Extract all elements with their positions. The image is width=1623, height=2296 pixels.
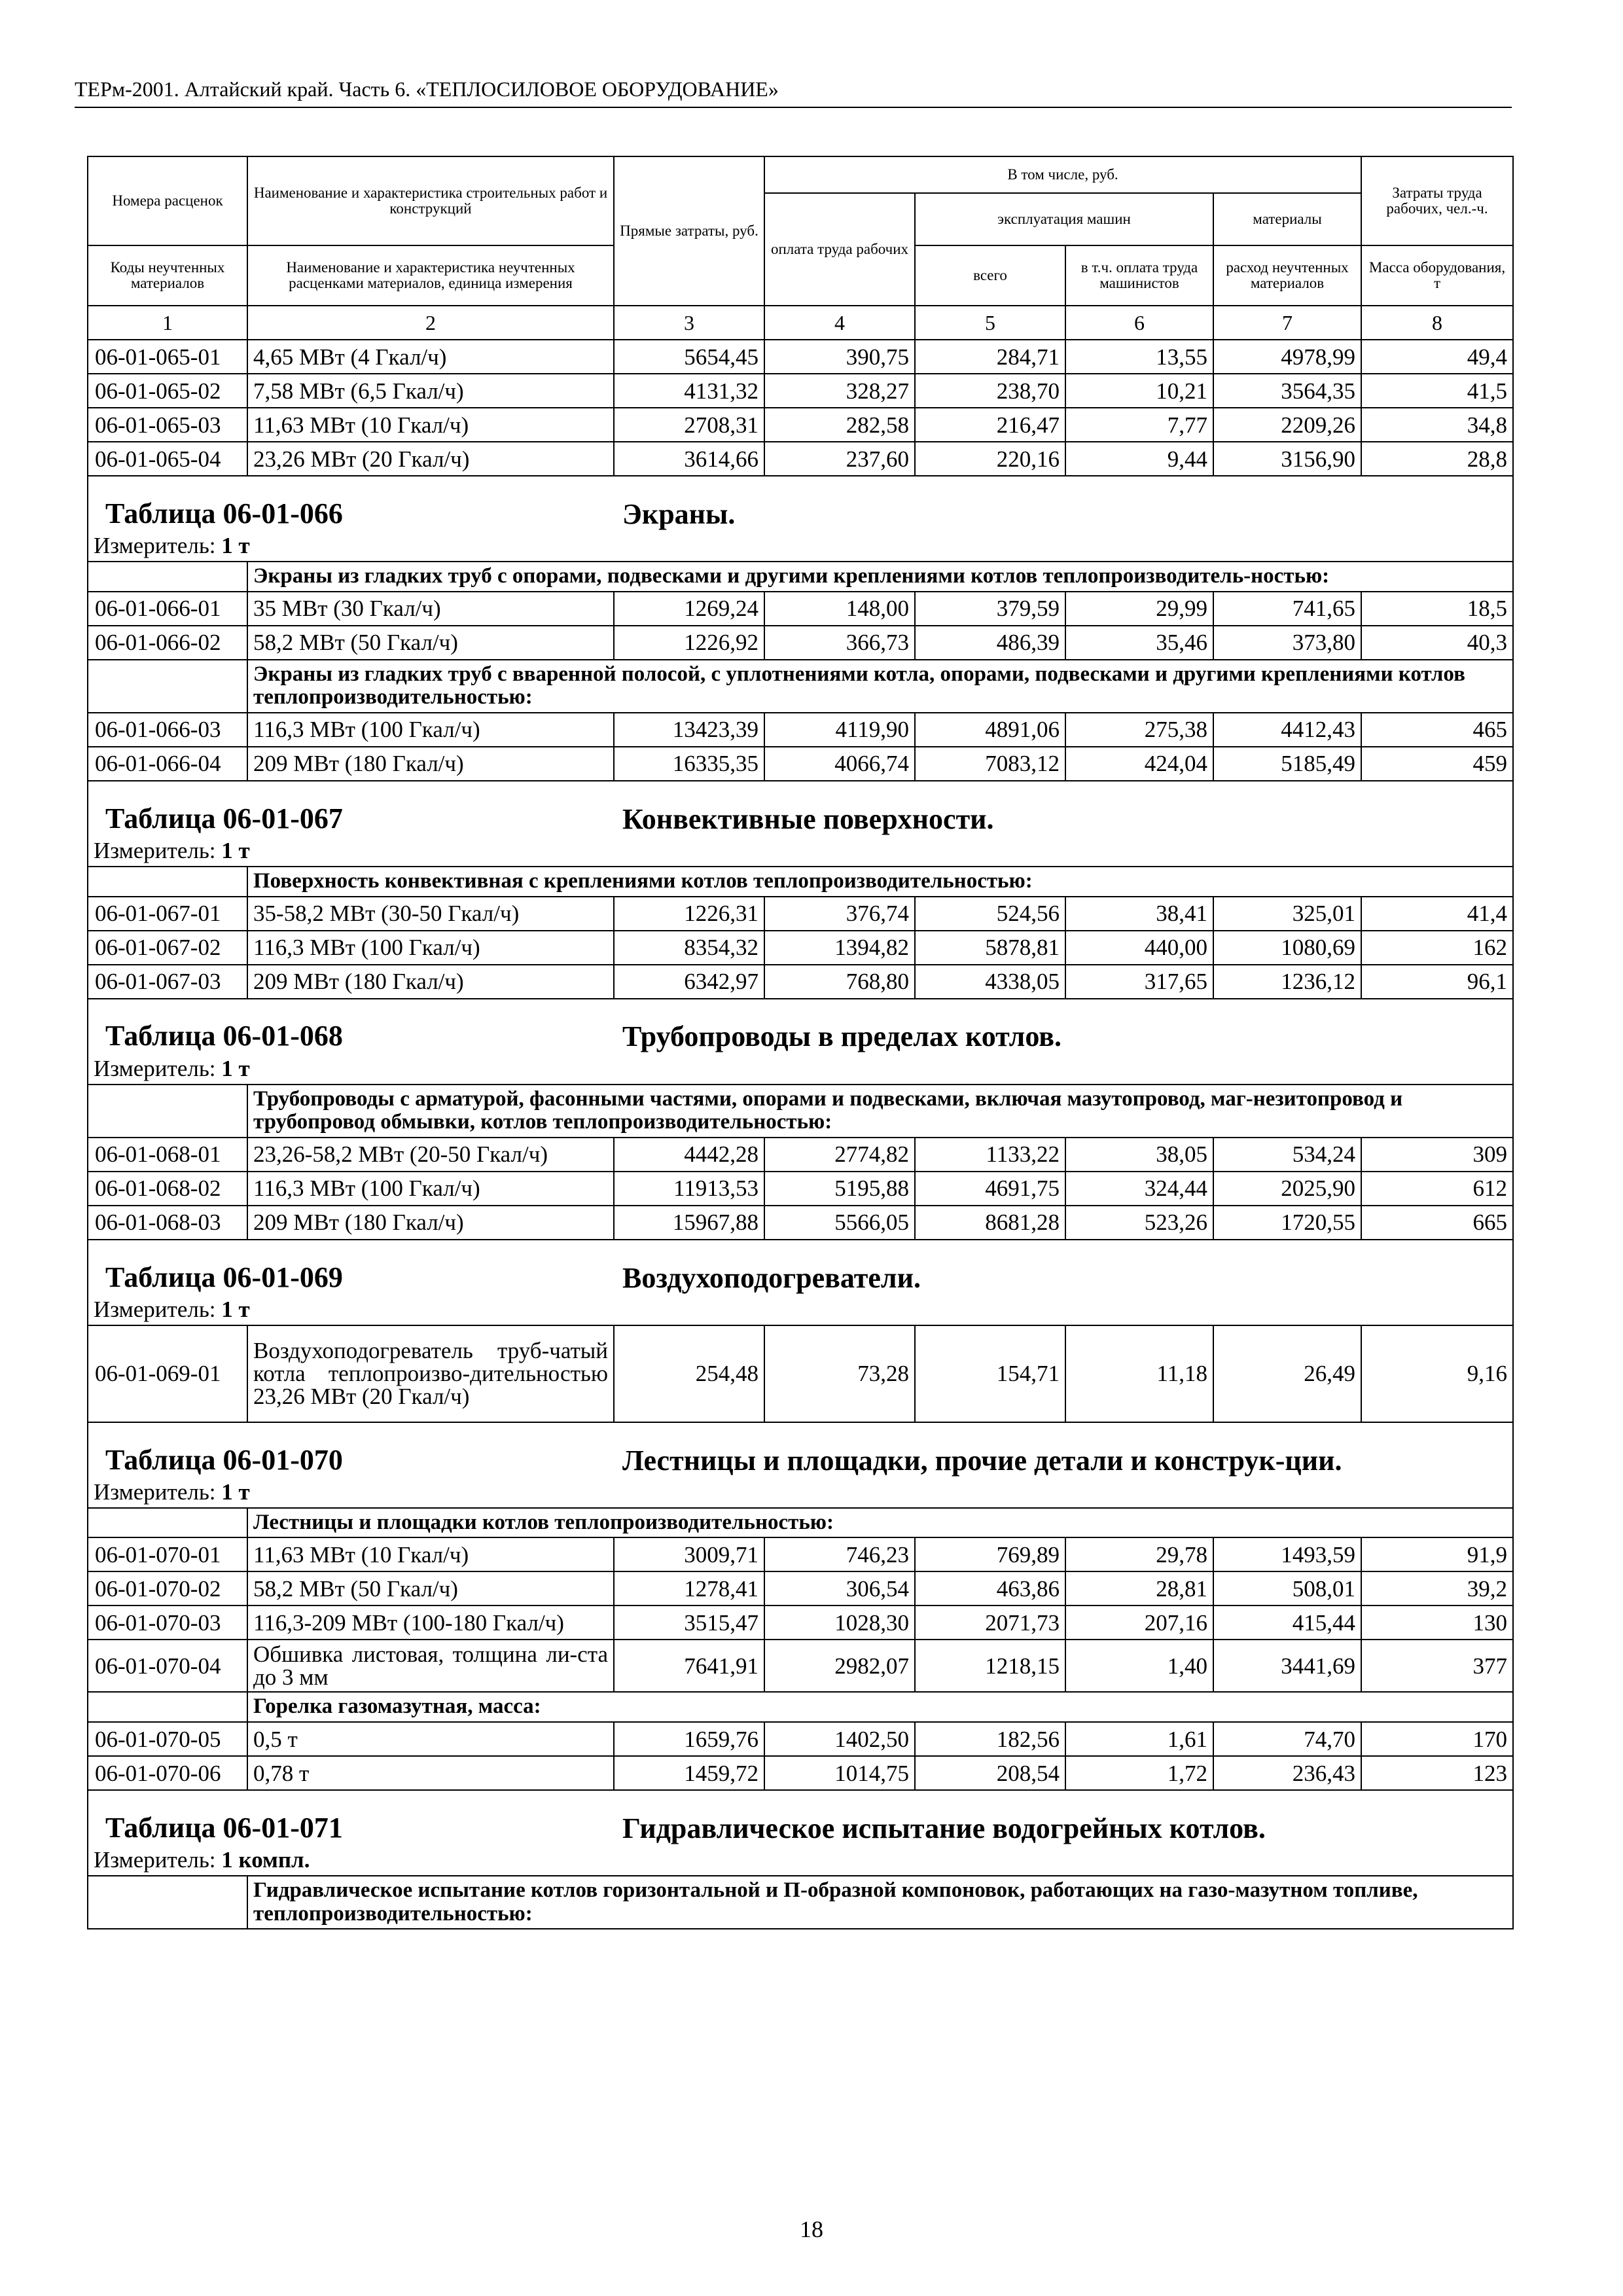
group-heading: Гидравлическое испытание котлов горизонтальной и П-образной компоновок, работающих на газо-мазутном топливе, теплопроизводительностью: (247, 1876, 1513, 1929)
cost-value: 325,01 (1213, 897, 1361, 931)
cost-value: 486,39 (915, 626, 1065, 660)
cost-value: 29,99 (1065, 592, 1213, 626)
header-materials-unaccounted: расход неучтенных материалов (1213, 245, 1361, 306)
table-row (88, 626, 1513, 660)
rate-description: 23,26-58,2 МВт (20-50 Гкал/ч) (247, 1138, 614, 1172)
rate-description: 116,3 МВт (100 Гкал/ч) (247, 931, 614, 965)
cost-value: 8681,28 (915, 1206, 1065, 1240)
cost-value: 28,8 (1361, 442, 1513, 476)
group-heading-row (88, 1508, 1513, 1538)
table-heading-row (88, 781, 1513, 839)
rate-description: Воздухоподогреватель труб-чатый котла теплопроизво-дительностью 23,26 МВт (20 Гкал/ч) (247, 1325, 614, 1422)
cost-value: 2209,26 (1213, 408, 1361, 442)
rate-code: 06-01-070-05 (88, 1722, 247, 1756)
rate-code: 06-01-068-01 (88, 1138, 247, 1172)
cost-value: 1236,12 (1213, 965, 1361, 999)
rate-code: 06-01-067-01 (88, 897, 247, 931)
rate-description: 11,63 МВт (10 Гкал/ч) (247, 1537, 614, 1571)
table-row (88, 592, 1513, 626)
cost-value: 282,58 (764, 408, 915, 442)
rate-description: 209 МВт (180 Гкал/ч) (247, 747, 614, 781)
cost-value: 1278,41 (614, 1571, 764, 1605)
cost-value: 373,80 (1213, 626, 1361, 660)
cost-value: 4891,06 (915, 713, 1065, 747)
cost-value: 1080,69 (1213, 931, 1361, 965)
group-heading: Трубопроводы с арматурой, фасонными частями, опорами и подвесками, включая мазутопровод, маг-незитопровод и трубопровод обмывки, котлов теплопроизводительностью: (247, 1085, 1513, 1138)
table-row (88, 1138, 1513, 1172)
group-heading-row (88, 660, 1513, 713)
rate-code: 06-01-065-01 (88, 340, 247, 374)
group-heading-row (88, 1085, 1513, 1138)
table-title: Гидравлическое испытание водогрейных котлов. (622, 1812, 1266, 1844)
table-number: Таблица 06-01-071 (105, 1811, 343, 1844)
cost-value: 7083,12 (915, 747, 1065, 781)
column-number: 3 (614, 306, 764, 340)
header-name: Наименование и характеристика строительных работ и конструкций (247, 156, 614, 245)
cost-value: 26,49 (1213, 1325, 1361, 1422)
measure-label: Измеритель: (94, 1848, 216, 1873)
column-number: 2 (247, 306, 614, 340)
table-row (88, 747, 1513, 781)
cost-value: 3156,90 (1213, 442, 1361, 476)
rate-description: 35-58,2 МВт (30-50 Гкал/ч) (247, 897, 614, 931)
page-header: ТЕРм-2001. Алтайский край. Часть 6. «ТЕПЛОСИЛОВОЕ ОБОРУДОВАНИЕ» (75, 77, 1512, 108)
cost-value: 2774,82 (764, 1138, 915, 1172)
table-title: Экраны. (622, 497, 736, 530)
cost-value: 508,01 (1213, 1571, 1361, 1605)
cost-value: 306,54 (764, 1571, 915, 1605)
cost-value: 8354,32 (614, 931, 764, 965)
cost-value: 4066,74 (764, 747, 915, 781)
cost-value: 91,9 (1361, 1537, 1513, 1571)
cost-value: 1,61 (1065, 1722, 1213, 1756)
cost-value: 7,77 (1065, 408, 1213, 442)
header-labor-pay: оплата труда рабочих (764, 193, 915, 306)
cost-value: 38,05 (1065, 1138, 1213, 1172)
table-row (88, 897, 1513, 931)
table-row (88, 713, 1513, 747)
rate-description: 58,2 МВт (50 Гкал/ч) (247, 1571, 614, 1605)
cost-value: 34,8 (1361, 408, 1513, 442)
table-row (88, 1537, 1513, 1571)
header-including: В том числе, руб. (764, 156, 1361, 193)
cost-value: 3564,35 (1213, 374, 1361, 408)
group-heading-row (88, 867, 1513, 897)
cost-value: 11913,53 (614, 1172, 764, 1206)
cost-value: 5195,88 (764, 1172, 915, 1206)
rate-code: 06-01-066-01 (88, 592, 247, 626)
cost-value: 465 (1361, 713, 1513, 747)
cost-value: 220,16 (915, 442, 1065, 476)
measure-row (88, 1848, 1513, 1876)
rate-description: 4,65 МВт (4 Гкал/ч) (247, 340, 614, 374)
cost-value: 769,89 (915, 1537, 1065, 1571)
table-title: Лестницы и площадки, прочие детали и конструк-ции. (622, 1444, 1342, 1477)
cost-value: 2071,73 (915, 1605, 1065, 1640)
cost-value: 130 (1361, 1605, 1513, 1640)
rate-description: 11,63 МВт (10 Гкал/ч) (247, 408, 614, 442)
cost-value: 390,75 (764, 340, 915, 374)
header-materials: материалы (1213, 193, 1361, 245)
cost-value: 35,46 (1065, 626, 1213, 660)
cost-value: 1493,59 (1213, 1537, 1361, 1571)
header-direct: Прямые затраты, руб. (614, 156, 764, 306)
rate-description: 35 МВт (30 Гкал/ч) (247, 592, 614, 626)
rate-code: 06-01-066-03 (88, 713, 247, 747)
rate-code: 06-01-065-03 (88, 408, 247, 442)
cost-value: 1133,22 (915, 1138, 1065, 1172)
rate-description: 23,26 МВт (20 Гкал/ч) (247, 442, 614, 476)
cost-value: 376,74 (764, 897, 915, 931)
cost-value: 1659,76 (614, 1722, 764, 1756)
table-row (88, 340, 1513, 374)
table-row (88, 1640, 1513, 1692)
cost-value: 612 (1361, 1172, 1513, 1206)
cost-value: 41,4 (1361, 897, 1513, 931)
cost-value: 424,04 (1065, 747, 1213, 781)
cost-value: 4131,32 (614, 374, 764, 408)
cost-value: 1014,75 (764, 1756, 915, 1790)
cost-value: 309 (1361, 1138, 1513, 1172)
cost-value: 768,80 (764, 965, 915, 999)
cost-value: 182,56 (915, 1722, 1065, 1756)
cost-value: 4412,43 (1213, 713, 1361, 747)
table-heading-row (88, 1240, 1513, 1298)
rate-code: 06-01-066-02 (88, 626, 247, 660)
cost-value: 746,23 (764, 1537, 915, 1571)
table-number: Таблица 06-01-067 (105, 802, 343, 834)
rate-code: 06-01-070-06 (88, 1756, 247, 1790)
rate-code: 06-01-065-04 (88, 442, 247, 476)
measure-label: Измеритель: (94, 534, 216, 558)
group-heading: Экраны из гладких труб с опорами, подвесками и другими креплениями котлов теплопроизводитель-ностью: (247, 562, 1513, 592)
cost-value: 6342,97 (614, 965, 764, 999)
cost-value: 3441,69 (1213, 1640, 1361, 1692)
cost-value: 38,41 (1065, 897, 1213, 931)
measure-row (88, 534, 1513, 562)
column-number: 8 (1361, 306, 1513, 340)
table-row (88, 1172, 1513, 1206)
rate-code: 06-01-065-02 (88, 374, 247, 408)
cost-value: 1269,24 (614, 592, 764, 626)
cost-value: 1028,30 (764, 1605, 915, 1640)
measure-label: Измеритель: (94, 1056, 216, 1081)
cost-value: 11,18 (1065, 1325, 1213, 1422)
cost-value: 284,71 (915, 340, 1065, 374)
rate-code: 06-01-068-02 (88, 1172, 247, 1206)
cost-value: 1218,15 (915, 1640, 1065, 1692)
rate-code: 06-01-066-04 (88, 747, 247, 781)
cost-value: 324,44 (1065, 1172, 1213, 1206)
cost-value: 162 (1361, 931, 1513, 965)
measure-row (88, 1298, 1513, 1325)
cost-value: 665 (1361, 1206, 1513, 1240)
cost-value: 1,40 (1065, 1640, 1213, 1692)
rate-description: 116,3 МВт (100 Гкал/ч) (247, 1172, 614, 1206)
measure-unit: 1 т (221, 838, 250, 863)
column-number: 4 (764, 306, 915, 340)
cost-value: 4119,90 (764, 713, 915, 747)
cost-value: 5185,49 (1213, 747, 1361, 781)
cost-value: 2025,90 (1213, 1172, 1361, 1206)
header-machines: эксплуатация машин (915, 193, 1213, 245)
rate-description: 209 МВт (180 Гкал/ч) (247, 965, 614, 999)
cost-value: 3009,71 (614, 1537, 764, 1571)
cost-value: 9,16 (1361, 1325, 1513, 1422)
rate-description: 0,5 т (247, 1722, 614, 1756)
cost-value: 317,65 (1065, 965, 1213, 999)
cost-value: 15967,88 (614, 1206, 764, 1240)
cost-value: 4978,99 (1213, 340, 1361, 374)
rate-description: 58,2 МВт (50 Гкал/ч) (247, 626, 614, 660)
cost-value: 238,70 (915, 374, 1065, 408)
table-row (88, 965, 1513, 999)
cost-value: 1394,82 (764, 931, 915, 965)
cost-value: 459 (1361, 747, 1513, 781)
measure-unit: 1 компл. (221, 1848, 310, 1873)
group-heading: Горелка газомазутная, масса: (247, 1692, 1513, 1722)
table-number: Таблица 06-01-066 (105, 497, 343, 529)
cost-value: 41,5 (1361, 374, 1513, 408)
table-row (88, 1756, 1513, 1790)
cost-value: 366,73 (764, 626, 915, 660)
cost-value: 1,72 (1065, 1756, 1213, 1790)
cost-value: 4691,75 (915, 1172, 1065, 1206)
table-row (88, 1722, 1513, 1756)
group-heading: Экраны из гладких труб с вваренной полосой, с уплотнениями котла, опорами, подвесками и другими креплениями котлов теплопроизводительностью: (247, 660, 1513, 713)
cost-value: 13,55 (1065, 340, 1213, 374)
cost-value: 254,48 (614, 1325, 764, 1422)
cost-value: 39,2 (1361, 1571, 1513, 1605)
table-row (88, 931, 1513, 965)
cost-value: 415,44 (1213, 1605, 1361, 1640)
measure-label: Измеритель: (94, 838, 216, 863)
rate-description: 116,3 МВт (100 Гкал/ч) (247, 713, 614, 747)
table-heading-row (88, 999, 1513, 1057)
cost-value: 5654,45 (614, 340, 764, 374)
cost-value: 4442,28 (614, 1138, 764, 1172)
cost-value: 2982,07 (764, 1640, 915, 1692)
cost-value: 1720,55 (1213, 1206, 1361, 1240)
table-heading-row (88, 1422, 1513, 1480)
rate-description: 116,3-209 МВт (100-180 Гкал/ч) (247, 1605, 614, 1640)
table-title: Воздухоподогреватели. (622, 1261, 921, 1294)
table-number: Таблица 06-01-068 (105, 1020, 343, 1052)
cost-value: 7641,91 (614, 1640, 764, 1692)
cost-value: 96,1 (1361, 965, 1513, 999)
cost-value: 49,4 (1361, 340, 1513, 374)
rate-description: 209 МВт (180 Гкал/ч) (247, 1206, 614, 1240)
rate-description: 7,58 МВт (6,5 Гкал/ч) (247, 374, 614, 408)
table-row (88, 1206, 1513, 1240)
cost-value: 4338,05 (915, 965, 1065, 999)
header-mat-name: Наименование и характеристика неучтенных расценками материалов, единица измерения (247, 245, 614, 306)
cost-value: 5878,81 (915, 931, 1065, 965)
cost-value: 440,00 (1065, 931, 1213, 965)
cost-value: 29,78 (1065, 1537, 1213, 1571)
header-mat-codes: Коды неучтенных материалов (88, 245, 247, 306)
rate-code: 06-01-067-03 (88, 965, 247, 999)
cost-value: 10,21 (1065, 374, 1213, 408)
cost-value: 28,81 (1065, 1571, 1213, 1605)
measure-row (88, 839, 1513, 867)
cost-value: 523,26 (1065, 1206, 1213, 1240)
group-heading-row (88, 1692, 1513, 1722)
table-heading-row (88, 1790, 1513, 1848)
cost-value: 170 (1361, 1722, 1513, 1756)
header-machines-total: всего (915, 245, 1065, 306)
header-codes: Номера расценок (88, 156, 247, 245)
cost-value: 5566,05 (764, 1206, 915, 1240)
cost-value: 328,27 (764, 374, 915, 408)
measure-unit: 1 т (221, 534, 250, 558)
cost-value: 237,60 (764, 442, 915, 476)
column-number: 6 (1065, 306, 1213, 340)
measure-label: Измеритель: (94, 1297, 216, 1322)
table-row (88, 408, 1513, 442)
cost-value: 74,70 (1213, 1722, 1361, 1756)
table-number: Таблица 06-01-069 (105, 1261, 343, 1293)
table-row (88, 374, 1513, 408)
cost-value: 216,47 (915, 408, 1065, 442)
table-heading-row (88, 476, 1513, 534)
rate-code: 06-01-068-03 (88, 1206, 247, 1240)
measure-unit: 1 т (221, 1480, 250, 1505)
table-row (88, 1605, 1513, 1640)
group-heading: Лестницы и площадки котлов теплопроизводительностью: (247, 1508, 1513, 1538)
cost-value: 379,59 (915, 592, 1065, 626)
cost-value: 741,65 (1213, 592, 1361, 626)
cost-value: 40,3 (1361, 626, 1513, 660)
rate-description: 0,78 т (247, 1756, 614, 1790)
cost-value: 2708,31 (614, 408, 764, 442)
table-row (88, 442, 1513, 476)
cost-value: 377 (1361, 1640, 1513, 1692)
header-labor-cost: Затраты труда рабочих, чел.-ч. (1361, 156, 1513, 245)
cost-value: 9,44 (1065, 442, 1213, 476)
rate-code: 06-01-070-02 (88, 1571, 247, 1605)
rate-code: 06-01-067-02 (88, 931, 247, 965)
cost-value: 3515,47 (614, 1605, 764, 1640)
header-machines-labor: в т.ч. оплата труда машинистов (1065, 245, 1213, 306)
cost-value: 13423,39 (614, 713, 764, 747)
price-table (87, 156, 1514, 1929)
rate-code: 06-01-070-03 (88, 1605, 247, 1640)
cost-value: 207,16 (1065, 1605, 1213, 1640)
cost-value: 1226,92 (614, 626, 764, 660)
cost-value: 3614,66 (614, 442, 764, 476)
measure-unit: 1 т (221, 1297, 250, 1322)
cost-value: 16335,35 (614, 747, 764, 781)
group-heading-row (88, 562, 1513, 592)
cost-value: 275,38 (1065, 713, 1213, 747)
table-number: Таблица 06-01-070 (105, 1443, 343, 1476)
page-number: 18 (800, 2216, 823, 2242)
rate-description: Обшивка листовая, толщина ли-ста до 3 мм (247, 1640, 614, 1692)
header-equipment-mass: Масса оборудования, т (1361, 245, 1513, 306)
rate-code: 06-01-070-04 (88, 1640, 247, 1692)
measure-unit: 1 т (221, 1056, 250, 1081)
group-heading: Поверхность конвективная с креплениями котлов теплопроизводительностью: (247, 867, 1513, 897)
cost-value: 148,00 (764, 592, 915, 626)
cost-value: 18,5 (1361, 592, 1513, 626)
column-number: 7 (1213, 306, 1361, 340)
table-title: Конвективные поверхности. (622, 802, 994, 835)
cost-value: 1459,72 (614, 1756, 764, 1790)
cost-value: 73,28 (764, 1325, 915, 1422)
measure-label: Измеритель: (94, 1480, 216, 1505)
cost-value: 123 (1361, 1756, 1513, 1790)
group-heading-row (88, 1876, 1513, 1929)
cost-value: 1402,50 (764, 1722, 915, 1756)
column-number: 1 (88, 306, 247, 340)
cost-value: 236,43 (1213, 1756, 1361, 1790)
cost-value: 463,86 (915, 1571, 1065, 1605)
table-row (88, 1325, 1513, 1422)
rate-code: 06-01-069-01 (88, 1325, 247, 1422)
column-number: 5 (915, 306, 1065, 340)
cost-value: 208,54 (915, 1756, 1065, 1790)
cost-value: 524,56 (915, 897, 1065, 931)
table-row (88, 1571, 1513, 1605)
cost-value: 534,24 (1213, 1138, 1361, 1172)
measure-row (88, 1480, 1513, 1508)
rate-code: 06-01-070-01 (88, 1537, 247, 1571)
measure-row (88, 1057, 1513, 1085)
cost-value: 154,71 (915, 1325, 1065, 1422)
cost-value: 1226,31 (614, 897, 764, 931)
table-title: Трубопроводы в пределах котлов. (622, 1020, 1061, 1053)
